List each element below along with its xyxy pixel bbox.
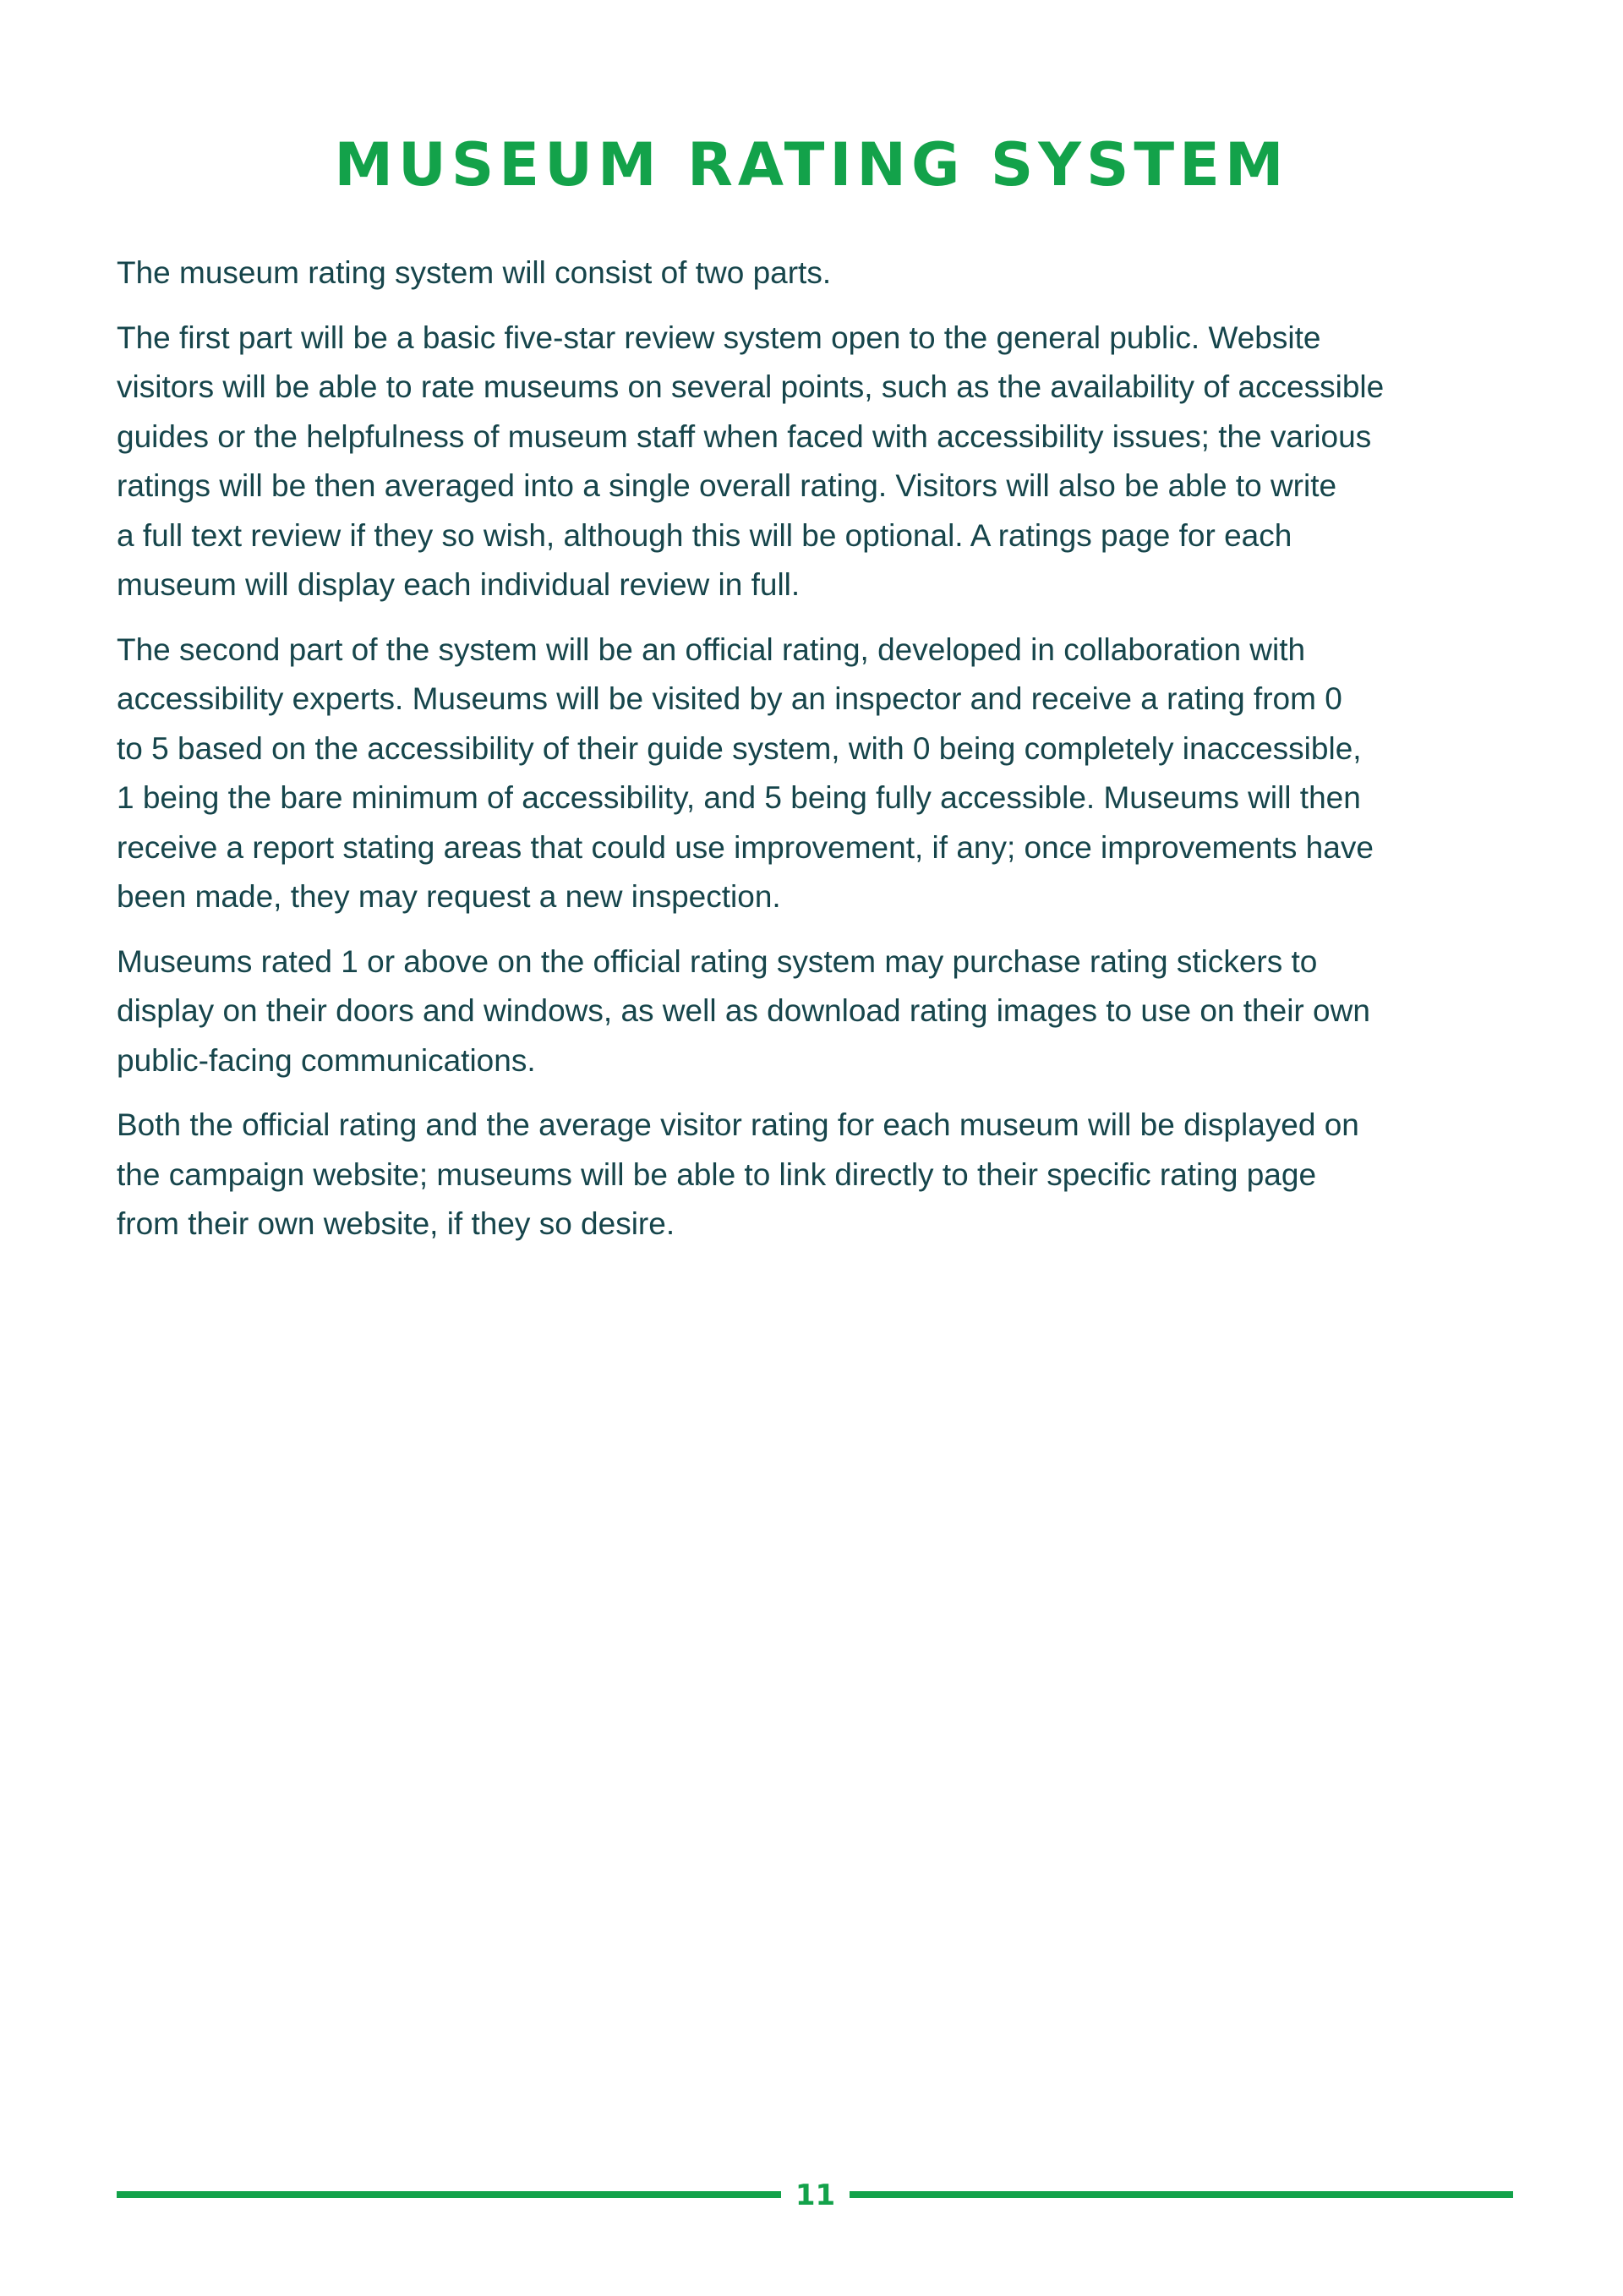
page-number: 11: [795, 2178, 836, 2212]
document-body: [117, 249, 1511, 1265]
paragraph-line: The museum rating system will consist of two parts.: [117, 255, 832, 290]
paragraph-official-rating: [117, 626, 1511, 922]
paragraph-line: visitors will be able to rate museums on several points, such as the availability of accessible: [117, 369, 1385, 404]
footer-rule-right: [850, 2191, 1513, 2198]
paragraph-line: The second part of the system will be an official rating, developed in collaboration with: [117, 631, 1306, 667]
paragraph-line: Both the official rating and the average visitor rating for each museum will be displayed on: [117, 1107, 1359, 1142]
paragraph-line: public-facing communications.: [117, 1042, 536, 1078]
paragraph-stickers: [117, 938, 1511, 1086]
page-footer: [117, 2174, 1513, 2217]
paragraph-line: a full text review if they so wish, although this will be optional. A ratings page for each: [117, 517, 1292, 553]
paragraph-line: receive a report stating areas that could use improvement, if any; once improvements have: [117, 829, 1374, 865]
paragraph-line: Museums rated 1 or above on the official rating system may purchase rating stickers to: [117, 943, 1318, 979]
paragraph-line: museum will display each individual review in full.: [117, 567, 801, 602]
paragraph-line: display on their doors and windows, as well as download rating images to use on their own: [117, 993, 1370, 1028]
footer-rule-left: [117, 2191, 781, 2198]
paragraph-line: 1 being the bare minimum of accessibility, and 5 being fully accessible. Museums will then: [117, 780, 1361, 815]
paragraph-line: been made, they may request a new inspection.: [117, 879, 781, 914]
paragraph-intro: [117, 249, 1511, 298]
paragraph-line: from their own website, if they so desire.: [117, 1206, 675, 1241]
paragraph-website-display: [117, 1101, 1511, 1249]
paragraph-line: to 5 based on the accessibility of their guide system, with 0 being completely inaccessible,: [117, 730, 1362, 766]
paragraph-line: ratings will be then averaged into a single overall rating. Visitors will also be able to write: [117, 468, 1337, 503]
paragraph-line: guides or the helpfulness of museum staff when faced with accessibility issues; the various: [117, 418, 1372, 454]
paragraph-visitor-reviews: [117, 314, 1511, 610]
page-title: MUSEUM RATING SYSTEM: [334, 130, 1289, 200]
paragraph-line: the campaign website; museums will be able to link directly to their specific rating page: [117, 1156, 1317, 1192]
paragraph-line: accessibility experts. Museums will be visited by an inspector and receive a rating from 0: [117, 681, 1342, 716]
paragraph-line: The first part will be a basic five-star review system open to the general public. Website: [117, 320, 1321, 355]
